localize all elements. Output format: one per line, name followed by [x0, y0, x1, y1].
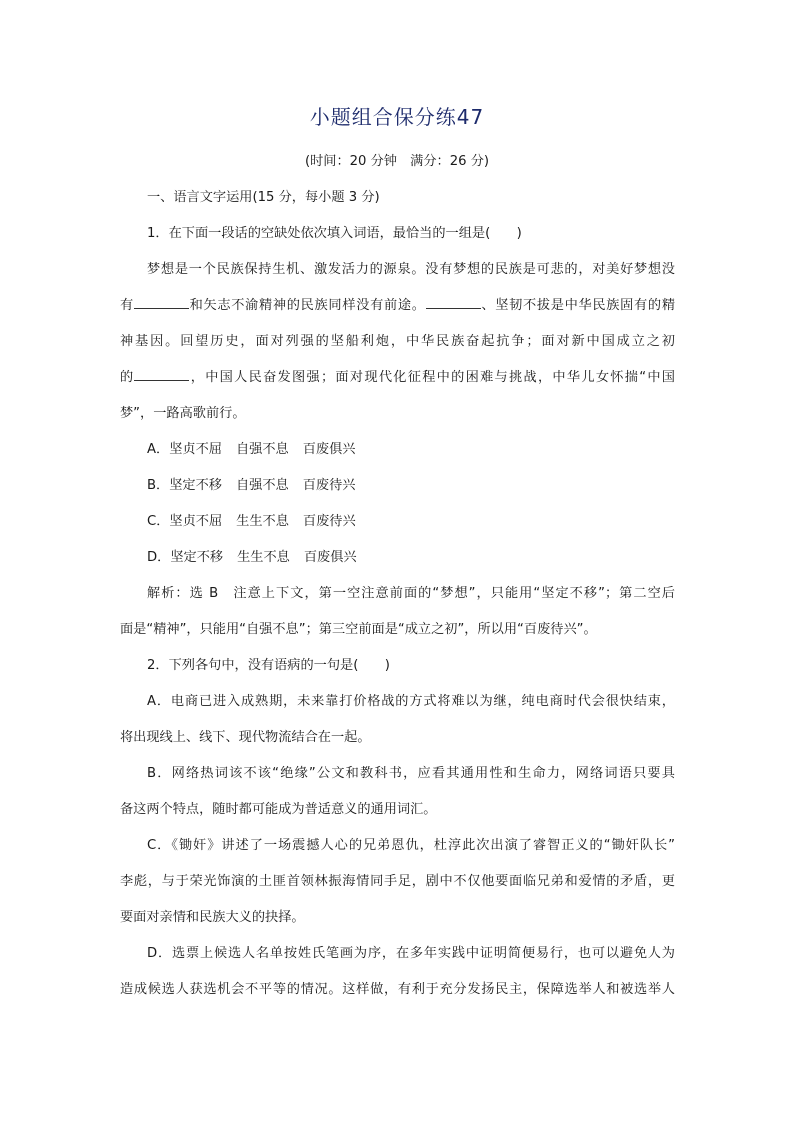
option-word: 自强不息 — [235, 442, 289, 457]
option-word: 坚贞不屈 — [169, 514, 223, 529]
option-b — [147, 476, 675, 496]
time-score-info: (时间：20 分钟 满分：26 分) — [304, 154, 490, 169]
option-label: B． — [147, 478, 170, 493]
option-word: 自强不息 — [236, 478, 289, 493]
passage-line: 梦”，一路高歌前行。 — [120, 406, 246, 421]
option-word: 百废俱兴 — [303, 550, 357, 565]
passage-text: 、坚韧不拔是中华民族固有的精 — [480, 298, 675, 313]
q2-option-d-line: D．选票上候选人名单按姓氏笔画为序，在多年实践中证明简便易行，也可以避免人为 — [147, 946, 675, 961]
q2-option-a-line: A．电商已进入成熟期，未来靠打价格战的方式将难以为继，纯电商时代会很快结束， — [147, 694, 675, 709]
q2-option-c-line: C．《锄奸》讲述了一场震撼人心的兄弟恩仇，杜淳此次出演了睿智正义的“锄奸队长” — [147, 838, 675, 853]
passage-line: 梦想是一个民族保持生机、激发活力的源泉。没有梦想的民族是可悲的，对美好梦想没 — [147, 262, 675, 277]
blank-3 — [134, 368, 189, 381]
option-word: 生生不息 — [237, 550, 290, 565]
option-word: 生生不息 — [236, 514, 289, 529]
analysis-line: 面是“精神”，只能用“自强不息”；第三空前面是“成立之初”，所以用“百废待兴”。 — [120, 622, 597, 637]
option-word: 坚贞不屈 — [169, 442, 222, 457]
passage-text: 有 — [120, 298, 134, 313]
question-1-stem: 1．在下面一段话的空缺处依次填入词语，最恰当的一组是( ) — [147, 226, 522, 241]
q2-option-a-line: 将出现线上、线下、现代物流结合在一起。 — [120, 730, 371, 745]
option-label: C． — [147, 514, 170, 529]
q2-option-b-line: B．网络热词该不该“绝缘”公文和教科书，应看其通用性和生命力，网络词语只要具 — [147, 766, 675, 781]
q2-option-c-line: 李彪，与于荣光饰演的土匪首领林振海情同手足，剧中不仅他要面临兄弟和爱情的矛盾，更 — [120, 874, 675, 889]
option-word: 坚定不移 — [170, 550, 224, 565]
option-label: A． — [147, 442, 170, 457]
blank-2 — [426, 296, 481, 309]
passage-text: 和矢志不渝精神的民族同样没有前途。 — [188, 298, 426, 313]
option-word: 百废待兴 — [302, 478, 356, 493]
option-word: 坚定不移 — [169, 478, 222, 493]
q2-option-c-line: 要面对亲情和民族大义的抉择。 — [120, 910, 305, 925]
option-d — [147, 548, 675, 568]
option-c — [147, 512, 675, 532]
section-heading: 一、语言文字运用(15 分，每小题 3 分) — [147, 190, 380, 205]
option-word: 百废待兴 — [302, 514, 356, 529]
passage-text: 的 — [120, 370, 135, 385]
option-a — [147, 440, 675, 460]
passage-line: 神基因。回望历史，面对列强的坚船利炮，中华民族奋起抗争；面对新中国成立之初 — [120, 334, 675, 349]
passage-line — [120, 368, 675, 388]
q2-option-d-line: 造成候选人获选机会不平等的情况。这样做，有利于充分发扬民主，保障选举人和被选举人 — [120, 982, 675, 997]
option-label: D． — [147, 550, 171, 565]
passage-text: ，中国人民奋发图强；面对现代化征程中的困难与挑战，中华儿女怀揣“中国 — [189, 370, 675, 385]
q2-option-b-line: 备这两个特点，随时都可能成为普适意义的通用词汇。 — [120, 802, 437, 817]
blank-1 — [134, 296, 189, 309]
question-2-stem: 2．下列各句中，没有语病的一句是( ) — [147, 658, 390, 673]
passage-line — [120, 296, 675, 316]
option-word: 百废俱兴 — [302, 442, 356, 457]
page-title: 小题组合保分练47 — [309, 105, 485, 129]
analysis-line: 解析：选 B 注意上下文，第一空注意前面的“梦想”，只能用“坚定不移”；第二空后 — [147, 586, 675, 601]
